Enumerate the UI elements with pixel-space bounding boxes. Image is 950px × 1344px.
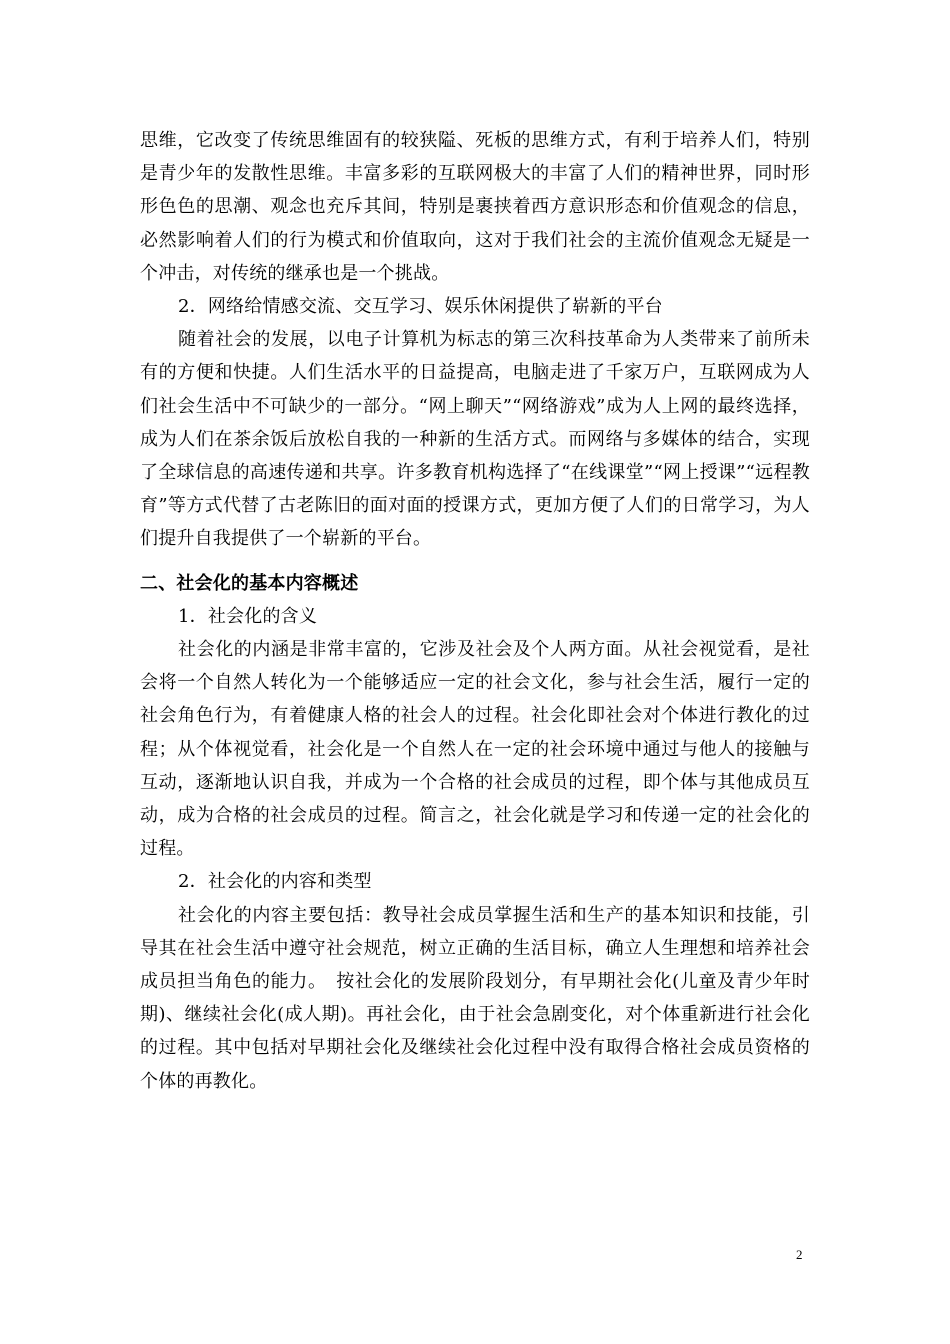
subheading-socialization-types: 2．社会化的内容和类型	[178, 871, 372, 893]
paragraph-continuation: 思维，它改变了传统思维固有的较狭隘、死板的思维方式，有利于培养人们，特别是青少年的发散性思维。丰富多彩的互联网极大的丰富了人们的精神世界，同时形形色色的思潮、观念也充斥其间，特别是裹挟着西方意识形态和价值观念的信息，必然影响着人们的行为模式和价值取向，这对于我们社会的主流价值观念无疑是一个冲击，对传统的继承也是一个挑战。	[140, 130, 810, 284]
subheading-network-platform: 2．网络给情感交流、交互学习、娱乐休闲提供了崭新的平台	[178, 296, 663, 318]
document-body	[140, 124, 810, 1098]
subheading-socialization-meaning: 1．社会化的含义	[178, 605, 318, 627]
page-number: 2	[796, 1247, 803, 1262]
section-heading-socialization: 二、社会化的基本内容概述	[140, 572, 359, 594]
paragraph-socialization-types: 社会化的内容主要包括：教导社会成员掌握生活和生产的基本知识和技能，引导其在社会生活中遵守社会规范，树立正确的生活目标，确立人生理想和培养社会成员担当角色的能力。 按社会化的发展阶段划分，有早期社会化(儿童及青少年时期)、继续社会化(成人期)。再社会化，由于社会急剧变化，对个体重新进行社会化的过程。其中包括对早期社会化及继续社会化过程中没有取得合格社会成员资格的个体的再教化。	[140, 904, 810, 1092]
paragraph-socialization-meaning: 社会化的内涵是非常丰富的，它涉及社会及个人两方面。从社会视觉看，是社会将一个自然人转化为一个能够适应一定的社会文化，参与社会生活，履行一定的社会角色行为，有着健康人格的社会人的过程。社会化即社会对个体进行教化的过程；从个体视觉看，社会化是一个自然人在一定的社会环境中通过与他人的接触与互动，逐渐地认识自我，并成为一个合格的社会成员的过程，即个体与其他成员互动，成为合格的社会成员的过程。简言之，社会化就是学习和传递一定的社会化的过程。	[140, 639, 810, 860]
paragraph-network-development: 随着社会的发展，以电子计算机为标志的第三次科技革命为人类带来了前所未有的方便和快捷。人们生活水平的日益提高，电脑走进了千家万户，互联网成为人们社会生活中不可缺少的一部分。“网上聊天”“网络游戏”成为人上网的最终选择，成为人们在茶余饭后放松自我的一种新的生活方式。而网络与多媒体的结合，实现了全球信息的高速传递和共享。许多教育机构选择了“在线课堂”“网上授课”“远程教育”等方式代替了古老陈旧的面对面的授课方式，更加方便了人们的日常学习，为人们提升自我提供了一个崭新的平台。	[140, 329, 810, 550]
